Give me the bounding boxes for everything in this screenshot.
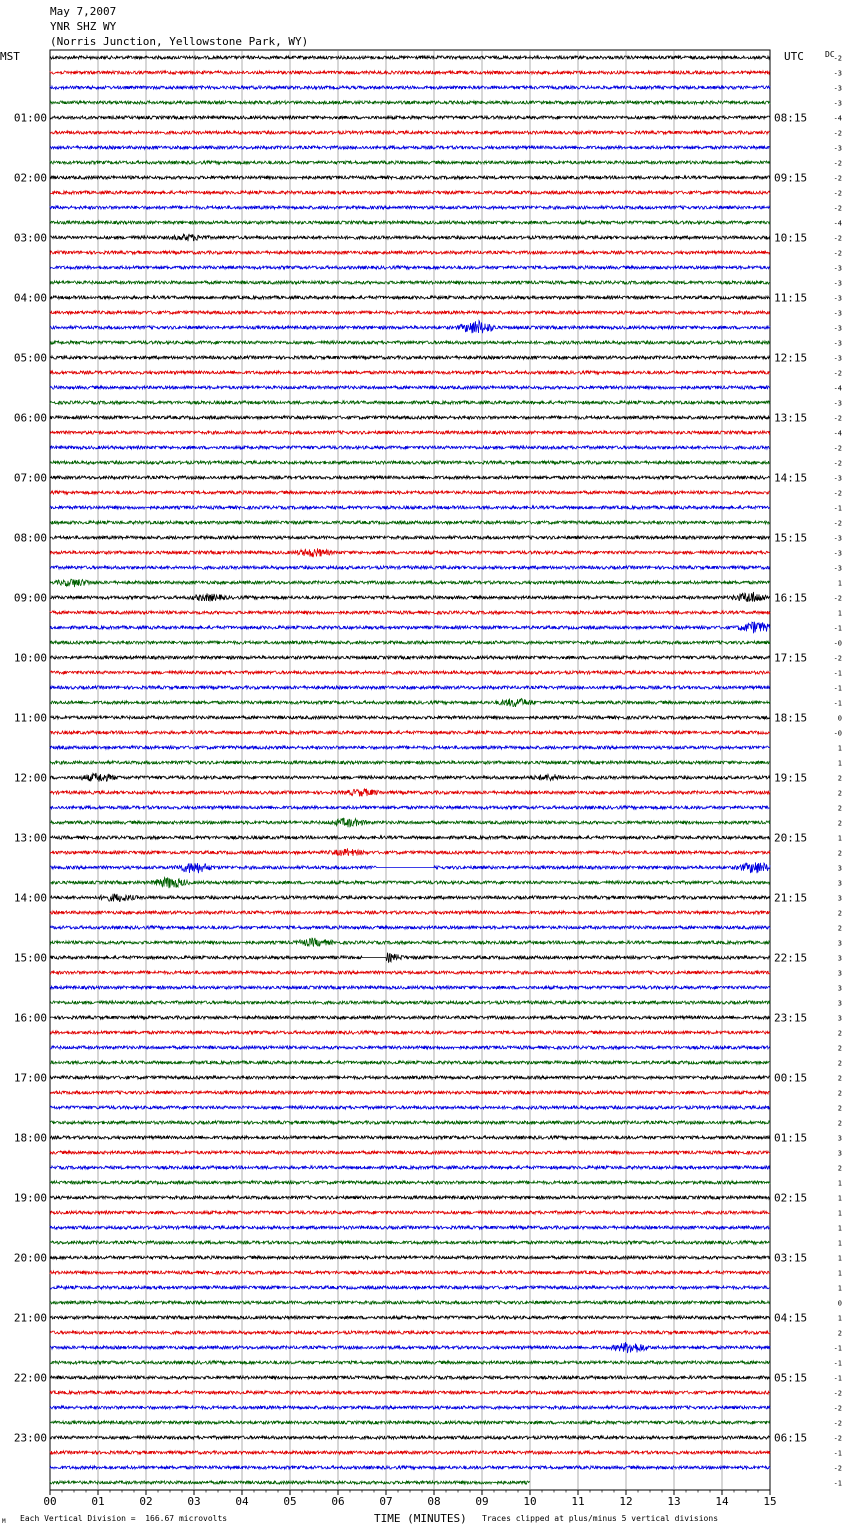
dc-offset-label: 2 bbox=[837, 789, 842, 798]
trace-line bbox=[50, 611, 770, 614]
dc-offset-label: -2 bbox=[833, 519, 842, 528]
x-tick-label: 05 bbox=[283, 1495, 297, 1508]
dc-offset-label: 2 bbox=[837, 909, 842, 918]
trace-line bbox=[50, 1091, 770, 1094]
trace-line bbox=[50, 1406, 770, 1409]
dc-offset-label: -2 bbox=[833, 1434, 842, 1443]
dc-offset-label: 1 bbox=[837, 1209, 842, 1218]
dc-offset-label: 1 bbox=[837, 1269, 842, 1278]
dc-offset-label: -3 bbox=[833, 474, 842, 483]
x-tick-label: 03 bbox=[187, 1495, 201, 1508]
trace-line bbox=[50, 579, 770, 587]
trace-line bbox=[50, 161, 770, 164]
trace-line bbox=[50, 321, 770, 334]
dc-offset-label: -1 bbox=[833, 504, 842, 513]
x-tick-label: 10 bbox=[523, 1495, 537, 1508]
dc-offset-label: -3 bbox=[833, 84, 842, 93]
x-tick-label: 12 bbox=[619, 1495, 633, 1508]
dc-offset-label: 2 bbox=[837, 1059, 842, 1068]
dc-offset-label: -2 bbox=[833, 414, 842, 423]
dc-offset-label: 2 bbox=[837, 1074, 842, 1083]
trace-line bbox=[50, 862, 770, 873]
right-hour-label: 01:15 bbox=[774, 1131, 808, 1145]
x-tick-label: 08 bbox=[427, 1495, 441, 1508]
left-hour-label: 08:00 bbox=[13, 531, 47, 545]
dc-offset-label: 2 bbox=[837, 1029, 842, 1038]
trace-line bbox=[50, 716, 770, 719]
trace-line bbox=[50, 446, 770, 449]
right-hour-label: 13:15 bbox=[774, 411, 808, 425]
header-date: May 7,2007 bbox=[50, 5, 117, 18]
right-hour-label: 19:15 bbox=[774, 771, 808, 785]
left-hour-label: 05:00 bbox=[13, 351, 47, 365]
header-station: YNR SHZ WY bbox=[50, 20, 117, 33]
trace-line bbox=[50, 1121, 770, 1124]
dc-offset-label: -2 bbox=[833, 1389, 842, 1398]
trace-line bbox=[50, 761, 770, 764]
dc-offset-label: -4 bbox=[833, 384, 842, 393]
dc-offset-label: -2 bbox=[833, 459, 842, 468]
dc-offset-label: -4 bbox=[833, 114, 842, 123]
dc-offset-label: 3 bbox=[837, 864, 842, 873]
trace-line bbox=[50, 894, 770, 902]
trace-line bbox=[50, 1241, 770, 1244]
dc-offset-label: 2 bbox=[837, 849, 842, 858]
dc-offset-label: 1 bbox=[837, 1194, 842, 1203]
x-tick-label: 01 bbox=[91, 1495, 105, 1508]
dc-offset-label: -2 bbox=[833, 1419, 842, 1428]
right-hour-label: 14:15 bbox=[774, 471, 808, 485]
dc-offset-label: 3 bbox=[837, 879, 842, 888]
dc-offset-label: -3 bbox=[833, 279, 842, 288]
dc-offset-label: 1 bbox=[837, 834, 842, 843]
left-hour-label: 15:00 bbox=[13, 951, 47, 965]
trace-line bbox=[50, 431, 770, 434]
trace-line bbox=[50, 1451, 770, 1454]
dc-offset-label: -1 bbox=[833, 1479, 842, 1488]
dc-offset-label: -3 bbox=[833, 99, 842, 108]
x-axis-title: TIME (MINUTES) bbox=[374, 1512, 467, 1525]
trace-line bbox=[50, 566, 770, 569]
dc-offset-label: -2 bbox=[833, 369, 842, 378]
dc-offset-label: 3 bbox=[837, 999, 842, 1008]
dc-offset-label: -2 bbox=[833, 204, 842, 213]
trace-line bbox=[50, 877, 770, 888]
left-timezone-label: MST bbox=[0, 50, 20, 63]
trace-line bbox=[50, 1031, 770, 1034]
trace-line bbox=[50, 1046, 770, 1049]
trace-line bbox=[50, 116, 770, 119]
trace-line bbox=[50, 251, 770, 254]
trace-line bbox=[50, 686, 770, 689]
x-tick-label: 11 bbox=[571, 1495, 585, 1508]
dc-offset-label: -3 bbox=[833, 534, 842, 543]
dc-offset-label: 0 bbox=[837, 714, 842, 723]
dc-offset-label: 2 bbox=[837, 819, 842, 828]
trace-line bbox=[50, 926, 770, 929]
x-tick-label: 15 bbox=[763, 1495, 777, 1508]
dc-offset-label: -4 bbox=[833, 429, 842, 438]
left-hour-label: 06:00 bbox=[13, 411, 47, 425]
x-tick-label: 04 bbox=[235, 1495, 249, 1508]
trace-line bbox=[50, 341, 770, 344]
dc-offset-label: 1 bbox=[837, 609, 842, 618]
dc-offset-label: -3 bbox=[833, 399, 842, 408]
dc-offset-label: -2 bbox=[833, 54, 842, 63]
trace-line bbox=[50, 1466, 770, 1469]
dc-offset-label: -1 bbox=[833, 1359, 842, 1368]
left-hour-label: 20:00 bbox=[13, 1251, 47, 1265]
trace-line bbox=[50, 938, 770, 947]
left-hour-label: 02:00 bbox=[13, 171, 47, 185]
dc-offset-label: 1 bbox=[837, 1314, 842, 1323]
left-hour-label: 11:00 bbox=[13, 711, 47, 725]
dc-offset-label: -1 bbox=[833, 1374, 842, 1383]
trace-line bbox=[50, 1166, 770, 1169]
dc-offset-label: 3 bbox=[837, 1134, 842, 1143]
dc-offset-label: 2 bbox=[837, 924, 842, 933]
trace-line bbox=[50, 1331, 770, 1334]
left-hour-label: 17:00 bbox=[13, 1071, 47, 1085]
x-tick-label: 07 bbox=[379, 1495, 393, 1508]
dc-offset-label: 2 bbox=[837, 804, 842, 813]
dc-offset-label: -3 bbox=[833, 549, 842, 558]
dc-offset-label: -1 bbox=[833, 684, 842, 693]
corner-mark: M bbox=[2, 1518, 6, 1525]
trace-line bbox=[50, 1436, 770, 1439]
dc-offset-label: 3 bbox=[837, 1149, 842, 1158]
dc-offset-label: -2 bbox=[833, 1404, 842, 1413]
dc-offset-label: 1 bbox=[837, 1239, 842, 1248]
trace-line bbox=[50, 491, 770, 494]
trace-line bbox=[50, 401, 770, 404]
right-hour-label: 00:15 bbox=[774, 1071, 808, 1085]
trace-line bbox=[50, 1136, 770, 1139]
dc-offset-label: -2 bbox=[833, 654, 842, 663]
dc-offset-label: -2 bbox=[833, 174, 842, 183]
dc-offset-label: 2 bbox=[837, 1044, 842, 1053]
trace-line bbox=[50, 1361, 770, 1364]
dc-offset-label: -3 bbox=[833, 564, 842, 573]
trace-line bbox=[50, 971, 770, 974]
left-hour-label: 16:00 bbox=[13, 1011, 47, 1025]
trace-line bbox=[50, 1151, 770, 1154]
trace-line bbox=[50, 1421, 770, 1424]
trace-line bbox=[50, 296, 770, 299]
trace-line bbox=[50, 1211, 770, 1214]
trace-line bbox=[50, 773, 770, 782]
trace-line bbox=[50, 789, 770, 797]
x-tick-label: 06 bbox=[331, 1495, 345, 1508]
scale-note: Each Vertical Division = 166.67 microvolts bbox=[20, 1514, 228, 1523]
dc-offset-label: 2 bbox=[837, 1119, 842, 1128]
left-hour-label: 23:00 bbox=[13, 1431, 47, 1445]
trace-line bbox=[50, 371, 770, 374]
dc-offset-label: 1 bbox=[837, 1254, 842, 1263]
trace-line bbox=[50, 521, 770, 524]
trace-line bbox=[50, 1001, 770, 1004]
trace-line bbox=[50, 1196, 770, 1199]
x-tick-label: 02 bbox=[139, 1495, 153, 1508]
left-hour-label: 22:00 bbox=[13, 1371, 47, 1385]
dc-offset-label: -2 bbox=[833, 489, 842, 498]
dc-offset-label: 1 bbox=[837, 759, 842, 768]
x-tick-label: 09 bbox=[475, 1495, 489, 1508]
right-hour-label: 03:15 bbox=[774, 1251, 808, 1265]
trace-line bbox=[50, 911, 770, 914]
trace-line bbox=[50, 1316, 770, 1319]
dc-offset-label: 3 bbox=[837, 984, 842, 993]
right-hour-label: 12:15 bbox=[774, 351, 808, 365]
trace-line bbox=[50, 416, 770, 419]
right-hour-label: 11:15 bbox=[774, 291, 808, 305]
trace-line bbox=[50, 953, 770, 963]
dc-offset-label: 3 bbox=[837, 939, 842, 948]
dc-offset-label: -1 bbox=[833, 624, 842, 633]
trace-line bbox=[50, 848, 770, 856]
trace-line bbox=[50, 818, 770, 827]
dc-offset-label: 0 bbox=[837, 1299, 842, 1308]
dc-offset-label: -3 bbox=[833, 324, 842, 333]
left-hour-label: 19:00 bbox=[13, 1191, 47, 1205]
left-hour-label: 04:00 bbox=[13, 291, 47, 305]
dc-offset-label: -2 bbox=[833, 189, 842, 198]
trace-line bbox=[50, 1061, 770, 1064]
plot-frame bbox=[50, 50, 770, 1490]
trace-line bbox=[50, 86, 770, 89]
header-location: (Norris Junction, Yellowstone Park, WY) bbox=[50, 35, 309, 48]
dc-offset-label: -2 bbox=[833, 444, 842, 453]
trace-line bbox=[50, 1256, 770, 1259]
right-hour-label: 10:15 bbox=[774, 231, 808, 245]
right-hour-label: 15:15 bbox=[774, 531, 808, 545]
right-hour-label: 04:15 bbox=[774, 1311, 808, 1325]
trace-line bbox=[50, 746, 770, 749]
trace-line bbox=[50, 311, 770, 314]
trace-line bbox=[50, 1271, 770, 1274]
dc-offset-label: -2 bbox=[833, 1464, 842, 1473]
trace-line bbox=[50, 1342, 770, 1353]
dc-offset-label: -1 bbox=[833, 699, 842, 708]
left-hour-label: 21:00 bbox=[13, 1311, 47, 1325]
trace-line bbox=[50, 671, 770, 674]
trace-line bbox=[50, 206, 770, 209]
dc-offset-label: 2 bbox=[837, 1329, 842, 1338]
trace-line bbox=[50, 461, 770, 464]
right-hour-label: 17:15 bbox=[774, 651, 808, 665]
dc-offset-label: 1 bbox=[837, 579, 842, 588]
trace-line bbox=[50, 1076, 770, 1079]
trace-line bbox=[50, 698, 770, 706]
dc-offset-label: -1 bbox=[833, 1344, 842, 1353]
trace-line bbox=[50, 1376, 770, 1379]
trace-line bbox=[50, 1301, 770, 1304]
left-hour-label: 18:00 bbox=[13, 1131, 47, 1145]
trace-line bbox=[50, 1286, 770, 1289]
trace-line bbox=[50, 146, 770, 149]
right-hour-label: 23:15 bbox=[774, 1011, 808, 1025]
dc-offset-label: 2 bbox=[837, 1104, 842, 1113]
dc-offset-label: 1 bbox=[837, 1224, 842, 1233]
left-hour-label: 09:00 bbox=[13, 591, 47, 605]
dc-offset-label: 1 bbox=[837, 1284, 842, 1293]
trace-line bbox=[50, 71, 770, 74]
dc-offset-label: -3 bbox=[833, 294, 842, 303]
x-tick-label: 13 bbox=[667, 1495, 681, 1508]
dc-offset-label: -3 bbox=[833, 354, 842, 363]
left-hour-label: 12:00 bbox=[13, 771, 47, 785]
trace-line bbox=[50, 56, 770, 59]
left-hour-label: 03:00 bbox=[13, 231, 47, 245]
right-hour-label: 16:15 bbox=[774, 591, 808, 605]
dc-offset-label: -0 bbox=[833, 729, 842, 738]
clip-note: Traces clipped at plus/minus 5 vertical divisions bbox=[482, 1514, 719, 1523]
left-hour-label: 13:00 bbox=[13, 831, 47, 845]
dc-offset-label: -1 bbox=[833, 669, 842, 678]
trace-line bbox=[50, 356, 770, 359]
trace-line bbox=[50, 656, 770, 659]
dc-offset-label: 2 bbox=[837, 1164, 842, 1173]
dc-column-label: DC bbox=[825, 50, 835, 59]
left-hour-label: 14:00 bbox=[13, 891, 47, 905]
dc-offset-label: -3 bbox=[833, 339, 842, 348]
trace-line bbox=[50, 176, 770, 179]
trace-line bbox=[50, 386, 770, 389]
dc-offset-label: -3 bbox=[833, 144, 842, 153]
dc-offset-label: 2 bbox=[837, 774, 842, 783]
trace-line bbox=[50, 622, 770, 634]
dc-offset-label: 1 bbox=[837, 744, 842, 753]
trace-line bbox=[50, 1181, 770, 1184]
trace-line bbox=[50, 806, 770, 809]
trace-line bbox=[50, 1226, 770, 1229]
right-hour-label: 21:15 bbox=[774, 891, 808, 905]
trace-line bbox=[50, 191, 770, 194]
trace-line bbox=[50, 1106, 770, 1109]
right-hour-label: 05:15 bbox=[774, 1371, 808, 1385]
trace-line bbox=[50, 1391, 770, 1394]
dc-offset-label: -2 bbox=[833, 234, 842, 243]
dc-offset-label: -3 bbox=[833, 264, 842, 273]
left-hour-label: 10:00 bbox=[13, 651, 47, 665]
dc-offset-label: -2 bbox=[833, 249, 842, 258]
dc-offset-label: -0 bbox=[833, 639, 842, 648]
trace-line bbox=[50, 641, 770, 644]
trace-line bbox=[50, 266, 770, 269]
left-hour-label: 07:00 bbox=[13, 471, 47, 485]
right-hour-label: 09:15 bbox=[774, 171, 808, 185]
trace-line bbox=[50, 592, 770, 602]
trace-line bbox=[50, 836, 770, 839]
trace-line bbox=[50, 548, 770, 557]
dc-offset-label: -2 bbox=[833, 159, 842, 168]
dc-offset-label: -2 bbox=[833, 594, 842, 603]
right-hour-label: 08:15 bbox=[774, 111, 808, 125]
right-hour-label: 20:15 bbox=[774, 831, 808, 845]
trace-line bbox=[50, 281, 770, 284]
trace-line bbox=[50, 101, 770, 104]
dc-offset-label: -1 bbox=[833, 1449, 842, 1458]
left-hour-label: 01:00 bbox=[13, 111, 47, 125]
dc-offset-label: -2 bbox=[833, 129, 842, 138]
right-hour-label: 22:15 bbox=[774, 951, 808, 965]
right-hour-label: 18:15 bbox=[774, 711, 808, 725]
trace-line bbox=[50, 536, 770, 539]
trace-line bbox=[50, 986, 770, 989]
dc-offset-label: 2 bbox=[837, 1089, 842, 1098]
dc-offset-label: 3 bbox=[837, 894, 842, 903]
trace-line bbox=[50, 1016, 770, 1019]
trace-line bbox=[50, 221, 770, 224]
right-timezone-label: UTC bbox=[784, 50, 804, 63]
dc-offset-label: 3 bbox=[837, 954, 842, 963]
trace-line bbox=[50, 476, 770, 479]
dc-offset-label: -3 bbox=[833, 69, 842, 78]
trace-line bbox=[50, 731, 770, 734]
trace-line bbox=[50, 234, 770, 241]
x-tick-label: 14 bbox=[715, 1495, 729, 1508]
dc-offset-label: 3 bbox=[837, 1014, 842, 1023]
right-hour-label: 06:15 bbox=[774, 1431, 808, 1445]
dc-offset-label: -4 bbox=[833, 219, 842, 228]
trace-line bbox=[50, 131, 770, 134]
dc-offset-label: 1 bbox=[837, 1179, 842, 1188]
dc-offset-label: -3 bbox=[833, 309, 842, 318]
right-hour-label: 02:15 bbox=[774, 1191, 808, 1205]
x-tick-label: 00 bbox=[43, 1495, 57, 1508]
trace-line bbox=[50, 506, 770, 509]
dc-offset-label: 3 bbox=[837, 969, 842, 978]
